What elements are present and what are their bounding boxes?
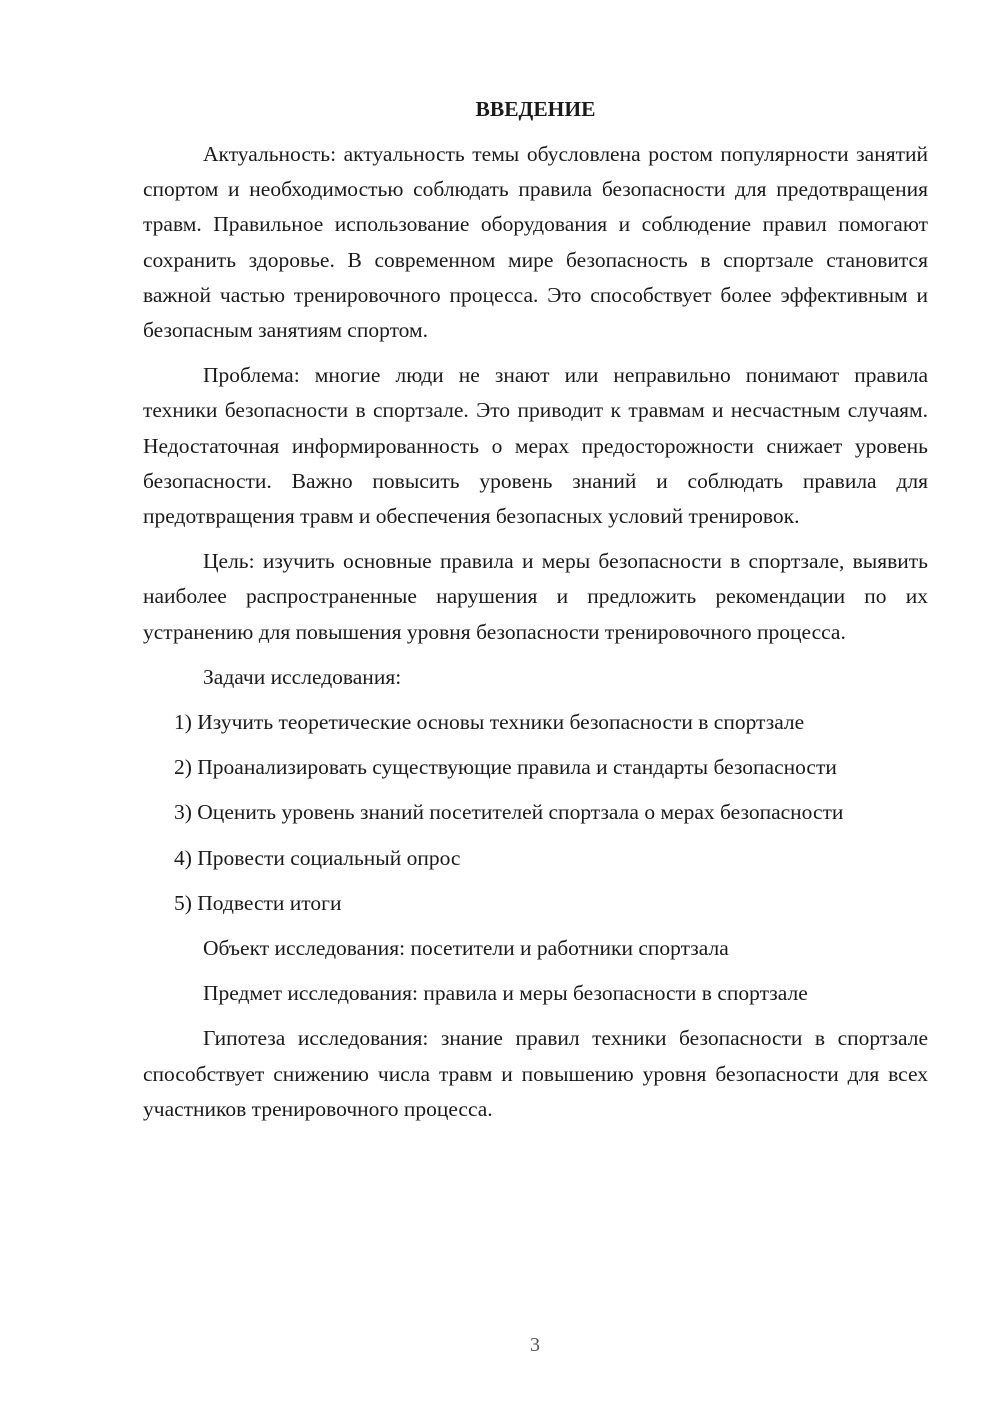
page-content	[143, 92, 928, 1127]
page-number: 3	[530, 1334, 540, 1356]
task-item-5: 5) Подвести итоги	[174, 890, 342, 915]
page-title: ВВЕДЕНИЕ	[475, 97, 596, 121]
problem-paragraph: Проблема: многие люди не знают или неправильно понимают правила техники безопасности в спортзале. Это приводит к травмам и несчастным случаям. Недостаточная информированность о мерах предосторожности снижает уровень безопасности. Важно повысить уровень знаний и соблюдать правила для предотвращения травм и обеспечения безопасных условий тренировок.	[143, 363, 928, 529]
tasks-heading: Задачи исследования:	[203, 664, 402, 689]
subject-paragraph: Предмет исследования: правила и меры безопасности в спортзале	[203, 981, 808, 1006]
hypothesis-paragraph: Гипотеза исследования: знание правил техники безопасности в спортзале способствует снижению числа травм и повышению уровня безопасности для всех участников тренировочного процесса.	[143, 1026, 928, 1121]
task-item-1: 1) Изучить теоретические основы техники безопасности в спортзале	[174, 710, 805, 735]
goal-paragraph: Цель: изучить основные правила и меры безопасности в спортзале, выявить наиболее распространенные нарушения и предложить рекомендации по их устранению для повышения уровня безопасности тренировочного процесса.	[143, 549, 928, 644]
relevance-paragraph: Актуальность: актуальность темы обусловлена ростом популярности занятий спортом и необходимостью соблюдать правила безопасности для предотвращения травм. Правильное использование оборудования и соблюдение правил помогают сохранить здоровье. В современном мире безопасность в спортзале становится важной частью тренировочного процесса. Это способствует более эффективным и безопасным занятиям спортом.	[143, 142, 928, 343]
object-paragraph: Объект исследования: посетители и работники спортзала	[203, 936, 729, 961]
task-item-2: 2) Проанализировать существующие правила и стандарты безопасности	[174, 755, 837, 780]
task-item-3: 3) Оценить уровень знаний посетителей спортзала о мерах безопасности	[174, 800, 844, 825]
task-item-4: 4) Провести социальный опрос	[174, 845, 461, 870]
